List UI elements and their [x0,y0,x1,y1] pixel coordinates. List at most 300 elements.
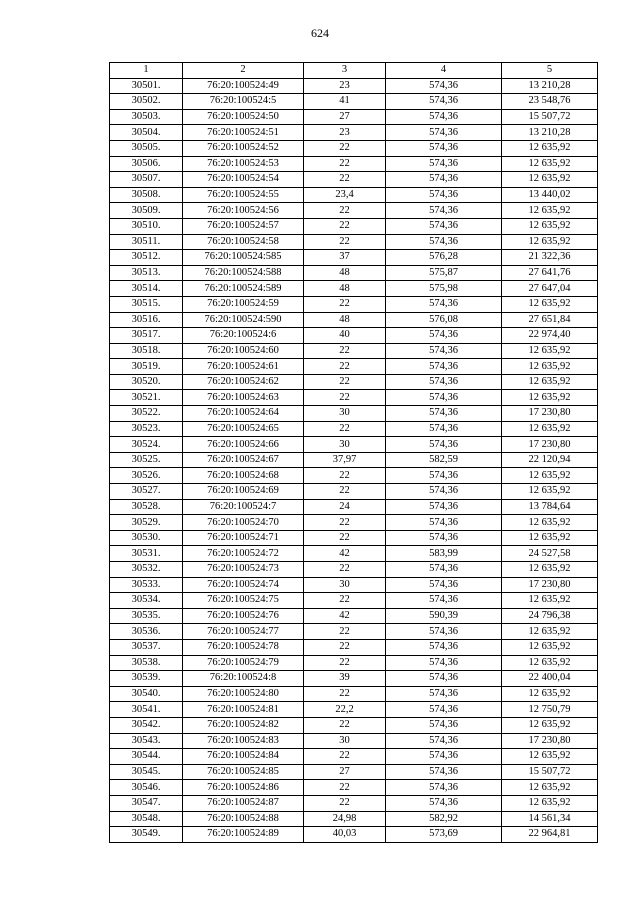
cadastral-number-cell: 76:20:100524:89 [183,827,304,843]
table-row [110,530,598,546]
value-cell: 27 641,76 [502,265,598,281]
row-number-cell: 30530. [110,530,183,546]
area-cell: 30 [304,577,386,593]
area-cell: 22 [304,140,386,156]
cadastral-number-cell: 76:20:100524:55 [183,187,304,203]
cadastral-number-cell: 76:20:100524:585 [183,250,304,266]
cadastral-number-cell: 76:20:100524:6 [183,328,304,344]
row-number-cell: 30518. [110,343,183,359]
value-cell: 27 651,84 [502,312,598,328]
area-cell: 30 [304,437,386,453]
value-cell: 12 635,92 [502,296,598,312]
row-number-cell: 30545. [110,764,183,780]
row-number-cell: 30504. [110,125,183,141]
row-number-cell: 30515. [110,296,183,312]
cadastral-number-cell: 76:20:100524:68 [183,468,304,484]
value-cell: 21 322,36 [502,250,598,266]
cadastral-number-cell: 76:20:100524:49 [183,78,304,94]
rate-cell: 574,36 [386,577,502,593]
value-cell: 12 635,92 [502,624,598,640]
rate-cell: 575,87 [386,265,502,281]
value-cell: 17 230,80 [502,406,598,422]
value-cell: 12 635,92 [502,515,598,531]
cadastral-number-cell: 76:20:100524:54 [183,172,304,188]
area-cell: 24 [304,499,386,515]
row-number-cell: 30539. [110,671,183,687]
table-row [110,140,598,156]
row-number-cell: 30524. [110,437,183,453]
column-header: 1 [110,63,183,79]
table-row [110,639,598,655]
table-row [110,499,598,515]
table-row [110,359,598,375]
value-cell: 12 635,92 [502,593,598,609]
rate-cell: 574,36 [386,343,502,359]
rate-cell: 574,36 [386,374,502,390]
value-cell: 22 964,81 [502,827,598,843]
rate-cell: 574,36 [386,484,502,500]
rate-cell: 574,36 [386,421,502,437]
row-number-cell: 30542. [110,717,183,733]
rate-cell: 574,36 [386,296,502,312]
rate-cell: 574,36 [386,655,502,671]
cadastral-number-cell: 76:20:100524:67 [183,452,304,468]
row-number-cell: 30502. [110,94,183,110]
row-number-cell: 30532. [110,562,183,578]
table-row [110,250,598,266]
rate-cell: 574,36 [386,702,502,718]
cadastral-number-cell: 76:20:100524:64 [183,406,304,422]
area-cell: 22 [304,780,386,796]
area-cell: 22 [304,686,386,702]
column-header: 4 [386,63,502,79]
cadastral-number-cell: 76:20:100524:88 [183,811,304,827]
area-cell: 22 [304,421,386,437]
cadastral-number-cell: 76:20:100524:84 [183,749,304,765]
table-row [110,811,598,827]
area-cell: 22 [304,203,386,219]
area-cell: 27 [304,764,386,780]
rate-cell: 582,92 [386,811,502,827]
rate-cell: 574,36 [386,468,502,484]
table-row [110,733,598,749]
area-cell: 22 [304,515,386,531]
table-row [110,686,598,702]
table-row [110,702,598,718]
cadastral-number-cell: 76:20:100524:61 [183,359,304,375]
row-number-cell: 30533. [110,577,183,593]
row-number-cell: 30514. [110,281,183,297]
cadastral-number-cell: 76:20:100524:82 [183,717,304,733]
value-cell: 22 120,94 [502,452,598,468]
cadastral-number-cell: 76:20:100524:57 [183,218,304,234]
area-cell: 48 [304,281,386,297]
area-cell: 42 [304,608,386,624]
table-row [110,109,598,125]
value-cell: 12 635,92 [502,359,598,375]
value-cell: 12 635,92 [502,390,598,406]
rate-cell: 574,36 [386,359,502,375]
value-cell: 12 750,79 [502,702,598,718]
value-cell: 27 647,04 [502,281,598,297]
cadastral-number-cell: 76:20:100524:69 [183,484,304,500]
area-cell: 22 [304,156,386,172]
table-row [110,374,598,390]
cadastral-number-cell: 76:20:100524:8 [183,671,304,687]
value-cell: 22 974,40 [502,328,598,344]
row-number-cell: 30536. [110,624,183,640]
area-cell: 41 [304,94,386,110]
row-number-cell: 30537. [110,639,183,655]
value-cell: 12 635,92 [502,343,598,359]
rate-cell: 574,36 [386,328,502,344]
table-row [110,795,598,811]
table-row [110,452,598,468]
rate-cell: 574,36 [386,140,502,156]
rate-cell: 574,36 [386,515,502,531]
cadastral-number-cell: 76:20:100524:63 [183,390,304,406]
cadastral-number-cell: 76:20:100524:51 [183,125,304,141]
area-cell: 30 [304,406,386,422]
cadastral-number-cell: 76:20:100524:86 [183,780,304,796]
area-cell: 22 [304,218,386,234]
row-number-cell: 30528. [110,499,183,515]
area-cell: 22 [304,234,386,250]
column-header: 2 [183,63,304,79]
row-number-cell: 30544. [110,749,183,765]
cadastral-number-cell: 76:20:100524:7 [183,499,304,515]
rate-cell: 574,36 [386,795,502,811]
row-number-cell: 30516. [110,312,183,328]
rate-cell: 574,36 [386,593,502,609]
table-row [110,515,598,531]
rate-cell: 574,36 [386,780,502,796]
value-cell: 13 210,28 [502,78,598,94]
area-cell: 48 [304,312,386,328]
area-cell: 22 [304,359,386,375]
rate-cell: 574,36 [386,125,502,141]
table-row [110,125,598,141]
table-row [110,546,598,562]
value-cell: 12 635,92 [502,795,598,811]
value-cell: 23 548,76 [502,94,598,110]
area-cell: 22 [304,374,386,390]
area-cell: 22 [304,296,386,312]
cadastral-number-cell: 76:20:100524:76 [183,608,304,624]
value-cell: 12 635,92 [502,686,598,702]
row-number-cell: 30513. [110,265,183,281]
area-cell: 22 [304,717,386,733]
row-number-cell: 30517. [110,328,183,344]
area-cell: 23 [304,125,386,141]
column-header: 5 [502,63,598,79]
cadastral-number-cell: 76:20:100524:5 [183,94,304,110]
cadastral-number-cell: 76:20:100524:70 [183,515,304,531]
rate-cell: 583,99 [386,546,502,562]
rate-cell: 574,36 [386,203,502,219]
table-row [110,343,598,359]
table-row [110,187,598,203]
value-cell: 17 230,80 [502,577,598,593]
cadastral-number-cell: 76:20:100524:80 [183,686,304,702]
cadastral-number-cell: 76:20:100524:52 [183,140,304,156]
area-cell: 48 [304,265,386,281]
area-cell: 22 [304,562,386,578]
cadastral-number-cell: 76:20:100524:77 [183,624,304,640]
row-number-cell: 30546. [110,780,183,796]
rate-cell: 574,36 [386,733,502,749]
area-cell: 22 [304,530,386,546]
table-row [110,827,598,843]
value-cell: 12 635,92 [502,655,598,671]
cadastral-number-cell: 76:20:100524:56 [183,203,304,219]
value-cell: 12 635,92 [502,717,598,733]
area-cell: 40 [304,328,386,344]
row-number-cell: 30501. [110,78,183,94]
table-row [110,281,598,297]
area-cell: 23 [304,78,386,94]
table-row [110,437,598,453]
cadastral-number-cell: 76:20:100524:65 [183,421,304,437]
row-number-cell: 30535. [110,608,183,624]
table-row [110,780,598,796]
area-cell: 22 [304,624,386,640]
rate-cell: 574,36 [386,764,502,780]
table-row [110,390,598,406]
value-cell: 12 635,92 [502,234,598,250]
cadastral-number-cell: 76:20:100524:72 [183,546,304,562]
table-row [110,608,598,624]
cadastral-number-cell: 76:20:100524:58 [183,234,304,250]
row-number-cell: 30547. [110,795,183,811]
row-number-cell: 30508. [110,187,183,203]
cadastral-number-cell: 76:20:100524:60 [183,343,304,359]
rate-cell: 574,36 [386,234,502,250]
table-row [110,671,598,687]
table-row [110,234,598,250]
row-number-cell: 30511. [110,234,183,250]
cadastral-number-cell: 76:20:100524:590 [183,312,304,328]
rate-cell: 574,36 [386,172,502,188]
value-cell: 13 210,28 [502,125,598,141]
row-number-cell: 30523. [110,421,183,437]
value-cell: 12 635,92 [502,639,598,655]
rate-cell: 590,39 [386,608,502,624]
area-cell: 22 [304,795,386,811]
table-row [110,94,598,110]
rate-cell: 574,36 [386,156,502,172]
row-number-cell: 30529. [110,515,183,531]
rate-cell: 573,69 [386,827,502,843]
table-row [110,218,598,234]
table-row [110,328,598,344]
row-number-cell: 30543. [110,733,183,749]
value-cell: 13 440,02 [502,187,598,203]
table-row [110,312,598,328]
value-cell: 12 635,92 [502,156,598,172]
rate-cell: 574,36 [386,218,502,234]
table-row [110,717,598,733]
row-number-cell: 30526. [110,468,183,484]
row-number-cell: 30520. [110,374,183,390]
rate-cell: 574,36 [386,437,502,453]
table-row [110,593,598,609]
row-number-cell: 30531. [110,546,183,562]
rate-cell: 574,36 [386,671,502,687]
table-body [110,78,598,842]
rate-cell: 574,36 [386,78,502,94]
value-cell: 15 507,72 [502,109,598,125]
table-row [110,203,598,219]
table-row [110,562,598,578]
row-number-cell: 30548. [110,811,183,827]
column-header: 3 [304,63,386,79]
value-cell: 12 635,92 [502,218,598,234]
row-number-cell: 30506. [110,156,183,172]
page-number: 624 [311,26,329,40]
rate-cell: 576,28 [386,250,502,266]
area-cell: 22 [304,484,386,500]
cadastral-number-cell: 76:20:100524:589 [183,281,304,297]
cadastral-number-cell: 76:20:100524:81 [183,702,304,718]
value-cell: 13 784,64 [502,499,598,515]
row-number-cell: 30503. [110,109,183,125]
value-cell: 17 230,80 [502,437,598,453]
cadastral-number-cell: 76:20:100524:588 [183,265,304,281]
row-number-cell: 30510. [110,218,183,234]
cadastral-number-cell: 76:20:100524:74 [183,577,304,593]
rate-cell: 574,36 [386,624,502,640]
value-cell: 12 635,92 [502,484,598,500]
area-cell: 24,98 [304,811,386,827]
value-cell: 12 635,92 [502,374,598,390]
area-cell: 27 [304,109,386,125]
table-row [110,156,598,172]
cadastral-number-cell: 76:20:100524:85 [183,764,304,780]
rate-cell: 576,08 [386,312,502,328]
table-row [110,484,598,500]
row-number-cell: 30509. [110,203,183,219]
row-number-cell: 30505. [110,140,183,156]
area-cell: 39 [304,671,386,687]
area-cell: 30 [304,733,386,749]
area-cell: 22 [304,390,386,406]
rate-cell: 574,36 [386,749,502,765]
rate-cell: 574,36 [386,499,502,515]
row-number-cell: 30521. [110,390,183,406]
area-cell: 22 [304,639,386,655]
value-cell: 12 635,92 [502,140,598,156]
data-table [109,62,598,843]
cadastral-number-cell: 76:20:100524:66 [183,437,304,453]
value-cell: 24 527,58 [502,546,598,562]
table-row [110,468,598,484]
area-cell: 22 [304,749,386,765]
cadastral-number-cell: 76:20:100524:83 [183,733,304,749]
row-number-cell: 30522. [110,406,183,422]
value-cell: 24 796,38 [502,608,598,624]
cadastral-number-cell: 76:20:100524:79 [183,655,304,671]
value-cell: 12 635,92 [502,172,598,188]
area-cell: 37,97 [304,452,386,468]
area-cell: 22 [304,343,386,359]
cadastral-number-cell: 76:20:100524:87 [183,795,304,811]
rate-cell: 582,59 [386,452,502,468]
row-number-cell: 30525. [110,452,183,468]
row-number-cell: 30541. [110,702,183,718]
table-row [110,624,598,640]
rate-cell: 574,36 [386,686,502,702]
value-cell: 12 635,92 [502,468,598,484]
area-cell: 22 [304,172,386,188]
cadastral-number-cell: 76:20:100524:73 [183,562,304,578]
table-row [110,421,598,437]
area-cell: 40,03 [304,827,386,843]
rate-cell: 574,36 [386,530,502,546]
cadastral-number-cell: 76:20:100524:75 [183,593,304,609]
row-number-cell: 30527. [110,484,183,500]
table-row [110,265,598,281]
table-row [110,78,598,94]
table-row [110,577,598,593]
table-row [110,749,598,765]
area-cell: 22 [304,593,386,609]
value-cell: 12 635,92 [502,780,598,796]
table-row [110,655,598,671]
rate-cell: 574,36 [386,562,502,578]
area-cell: 22,2 [304,702,386,718]
row-number-cell: 30538. [110,655,183,671]
row-number-cell: 30519. [110,359,183,375]
row-number-cell: 30534. [110,593,183,609]
rate-cell: 574,36 [386,390,502,406]
value-cell: 17 230,80 [502,733,598,749]
value-cell: 12 635,92 [502,203,598,219]
cadastral-number-cell: 76:20:100524:53 [183,156,304,172]
row-number-cell: 30512. [110,250,183,266]
table-row [110,406,598,422]
header-row [110,63,598,79]
cadastral-number-cell: 76:20:100524:62 [183,374,304,390]
cadastral-number-cell: 76:20:100524:50 [183,109,304,125]
value-cell: 12 635,92 [502,749,598,765]
cadastral-number-cell: 76:20:100524:78 [183,639,304,655]
cadastral-number-cell: 76:20:100524:59 [183,296,304,312]
row-number-cell: 30507. [110,172,183,188]
value-cell: 12 635,92 [502,562,598,578]
row-number-cell: 30549. [110,827,183,843]
cadastral-number-cell: 76:20:100524:71 [183,530,304,546]
rate-cell: 574,36 [386,187,502,203]
rate-cell: 574,36 [386,109,502,125]
area-cell: 23,4 [304,187,386,203]
area-cell: 22 [304,655,386,671]
rate-cell: 574,36 [386,406,502,422]
value-cell: 22 400,04 [502,671,598,687]
value-cell: 12 635,92 [502,530,598,546]
area-cell: 22 [304,468,386,484]
area-cell: 42 [304,546,386,562]
value-cell: 14 561,34 [502,811,598,827]
table-row [110,172,598,188]
rate-cell: 574,36 [386,94,502,110]
area-cell: 37 [304,250,386,266]
rate-cell: 574,36 [386,639,502,655]
rate-cell: 575,98 [386,281,502,297]
table-row [110,764,598,780]
value-cell: 12 635,92 [502,421,598,437]
row-number-cell: 30540. [110,686,183,702]
